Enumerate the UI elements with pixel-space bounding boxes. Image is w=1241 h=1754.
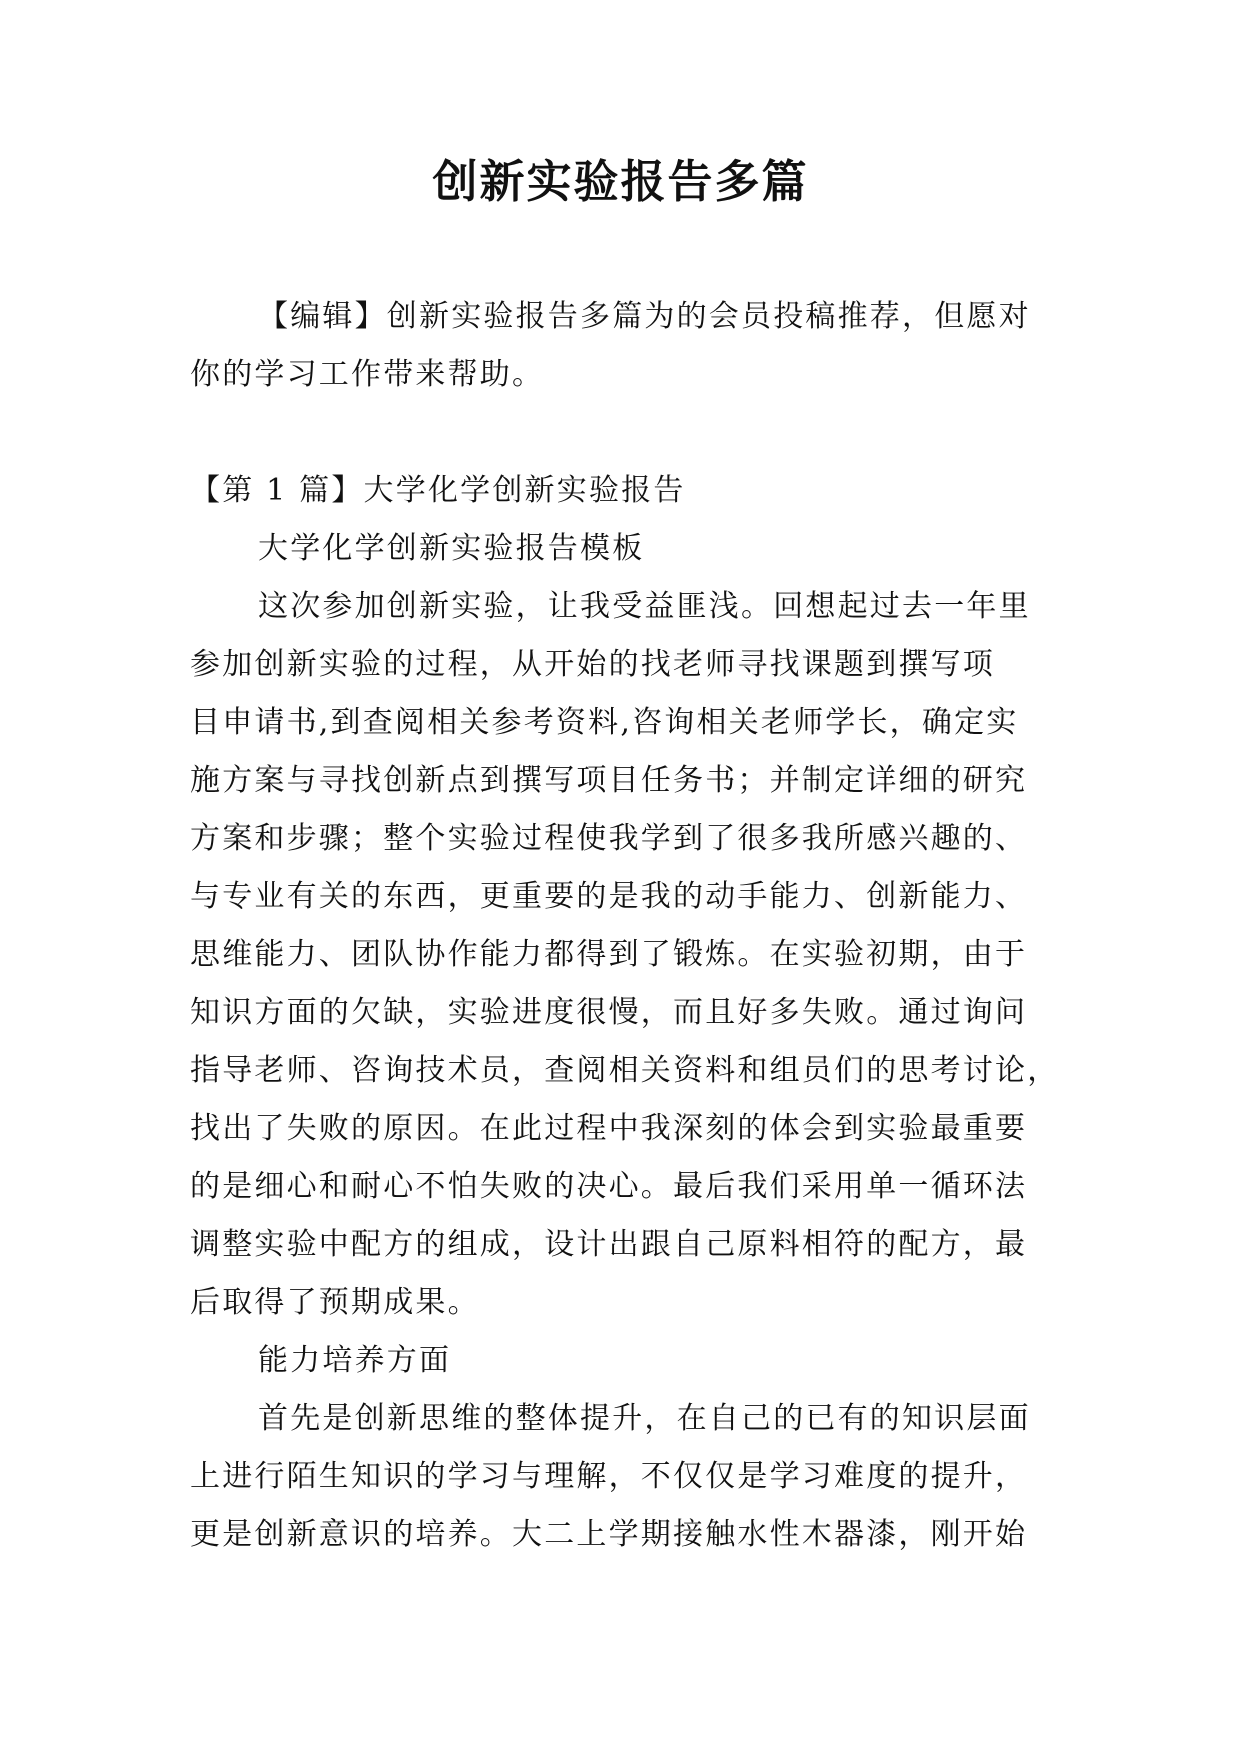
intro-line: 【编辑】创新实验报告多篇为的会员投稿推荐，但愿对 xyxy=(258,299,1031,334)
body-line: 后取得了预期成果。 xyxy=(190,1285,480,1320)
body-line: 上进行陌生知识的学习与理解，不仅仅是学习难度的提升， xyxy=(190,1459,1028,1494)
document-title: 创新实验报告多篇 xyxy=(432,155,809,208)
section-heading: 【第 1 篇】大学化学创新实验报告 xyxy=(190,473,686,508)
body-line: 更是创新意识的培养。大二上学期接触水性木器漆，刚开始 xyxy=(190,1517,1028,1552)
body-line: 首先是创新思维的整体提升，在自己的已有的知识层面 xyxy=(258,1401,1031,1436)
paragraph-gap xyxy=(190,404,1052,462)
body-line: 指导老师、咨询技术员，查阅相关资料和组员们的思考讨论， xyxy=(190,1053,1060,1088)
section-subheading: 大学化学创新实验报告模板 xyxy=(258,531,645,566)
body-line: 目申请书,到查阅相关参考资料,咨询相关老师学长，确定实 xyxy=(190,705,1019,740)
body-line: 这次参加创新实验，让我受益匪浅。回想起过去一年里 xyxy=(258,589,1031,624)
body-line: 思维能力、团队协作能力都得到了锻炼。在实验初期，由于 xyxy=(190,937,1028,972)
intro-line: 你的学习工作带来帮助。 xyxy=(190,357,545,392)
document-body xyxy=(190,288,1060,1564)
body-line: 的是细心和耐心不怕失败的决心。最后我们采用单一循环法 xyxy=(190,1169,1028,1204)
body-line: 知识方面的欠缺，实验进度很慢，而且好多失败。通过询问 xyxy=(190,995,1028,1030)
body-line: 参加创新实验的过程，从开始的找老师寻找课题到撰写项 xyxy=(190,647,995,682)
body-line: 调整实验中配方的组成，设计出跟自己原料相符的配方，最 xyxy=(190,1227,1028,1262)
section-subheading: 能力培养方面 xyxy=(258,1343,452,1378)
body-line: 找出了失败的原因。在此过程中我深刻的体会到实验最重要 xyxy=(190,1111,1028,1146)
body-line: 与专业有关的东西，更重要的是我的动手能力、创新能力、 xyxy=(190,879,1028,914)
body-line: 方案和步骤；整个实验过程使我学到了很多我所感兴趣的、 xyxy=(190,821,1028,856)
body-line: 施方案与寻找创新点到撰写项目任务书；并制定详细的研究 xyxy=(190,763,1028,798)
